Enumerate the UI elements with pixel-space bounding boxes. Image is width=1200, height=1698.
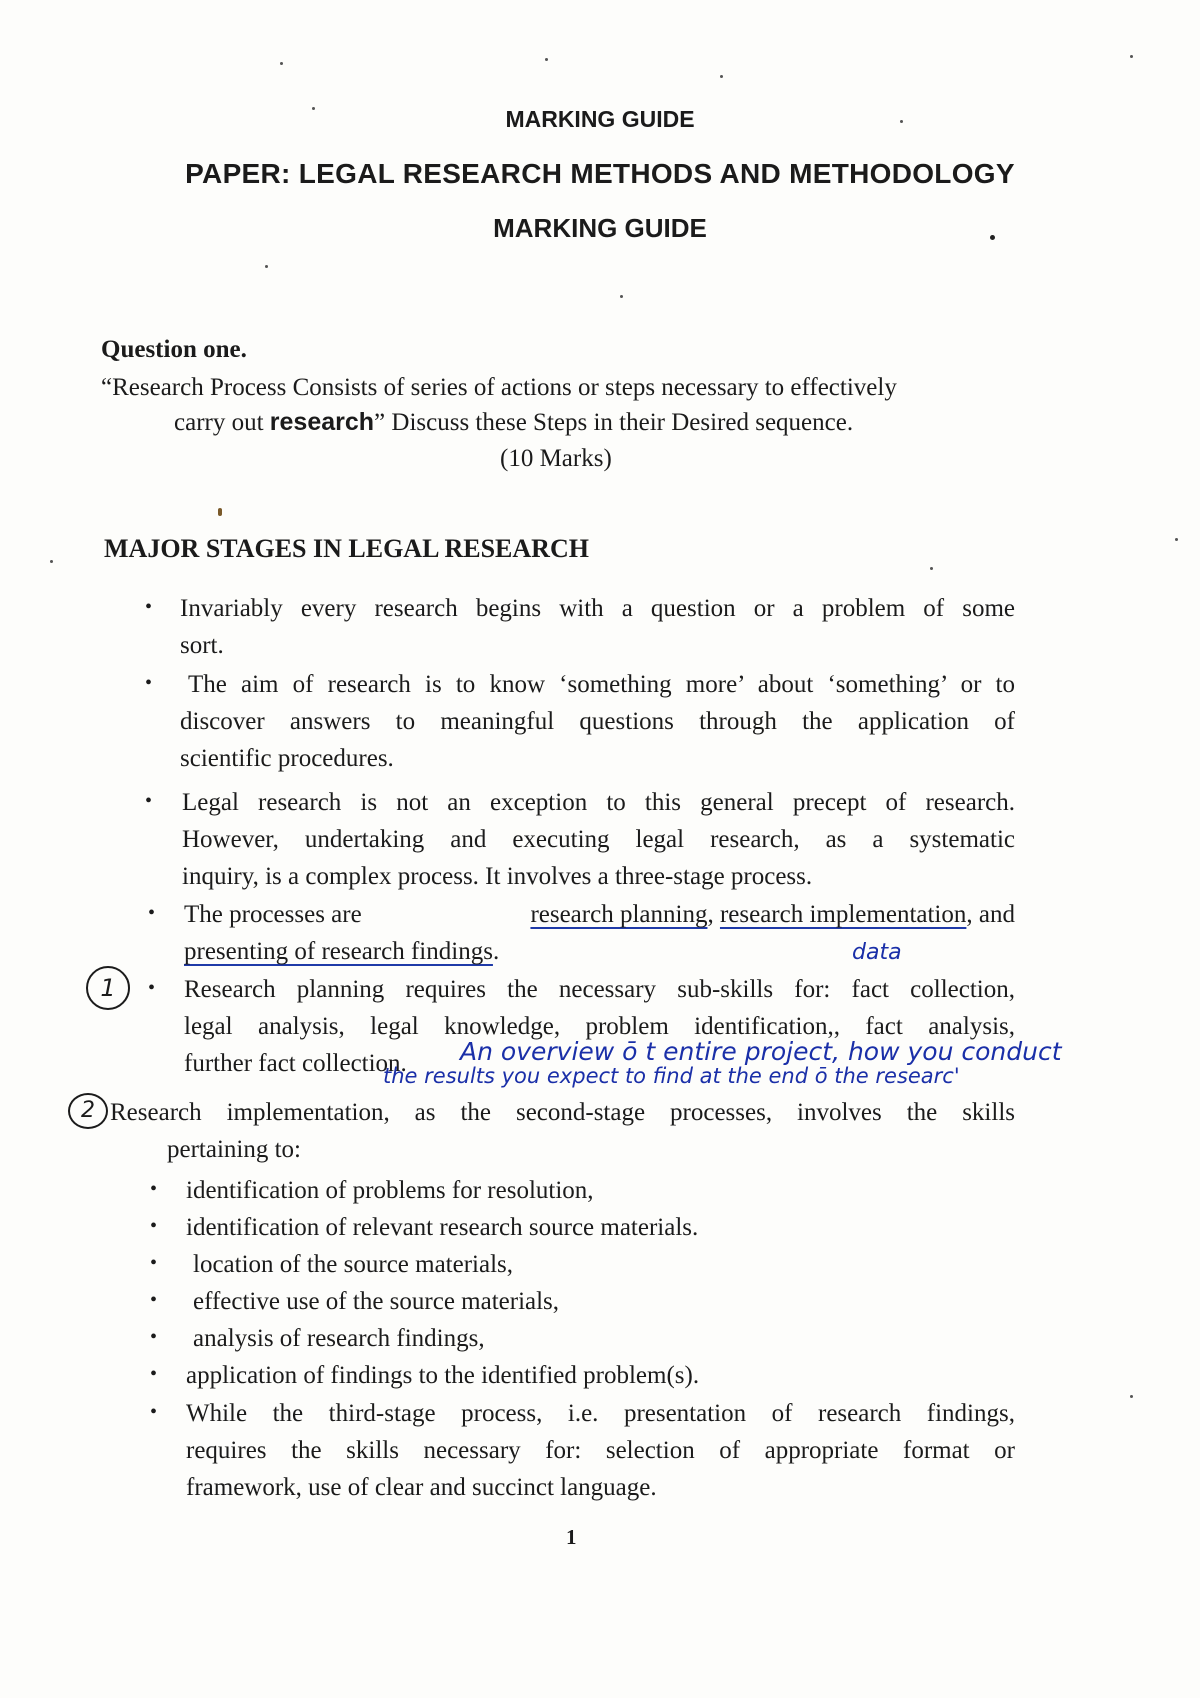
presenting-findings-underlined: presenting of research findings — [184, 938, 493, 965]
bullet-dot: • — [150, 1252, 158, 1274]
handwritten-overview-note: An overview ō t entire project, how you conduct — [460, 1037, 1062, 1066]
implementation-line2: pertaining to: — [167, 1136, 301, 1163]
bullet-3-line3: inquiry, is a complex process. It involves a three-stage process. — [182, 863, 813, 890]
implementation-line1: Research implementation, as the second-stage processes, involves the skills — [110, 1099, 1015, 1126]
circled-number-1: 1 — [86, 966, 130, 1010]
bullet-dot: • — [148, 902, 156, 924]
bullet-dot: • — [145, 672, 153, 694]
bullet-3-line2: However, undertaking and executing legal research, as a systematic — [182, 826, 1015, 853]
skill-item-5: analysis of research findings, — [193, 1325, 485, 1352]
section-heading: MAJOR STAGES IN LEGAL RESEARCH — [104, 534, 589, 563]
question-marks: (10 Marks) — [500, 445, 612, 472]
bullet-5-line3: further fact collection. — [184, 1050, 407, 1077]
bullet-1-line2: sort. — [180, 632, 224, 659]
bullet-4-text: , — [707, 901, 720, 928]
scan-speck — [720, 75, 723, 78]
skill-item-2: identification of relevant research source materials. — [186, 1214, 699, 1241]
scan-speck — [1130, 55, 1133, 58]
bullet-dot: • — [145, 596, 153, 618]
third-stage-line3: framework, use of clear and succinct language. — [186, 1474, 657, 1501]
research-planning-underlined: research planning — [530, 901, 708, 928]
bullet-4-text: . — [492, 938, 500, 965]
scan-speck — [1175, 538, 1178, 541]
bullet-4-text: , and — [966, 901, 1015, 928]
circled-number-2: 2 — [68, 1093, 108, 1129]
third-stage-line2: requires the skills necessary for: selection of appropriate format or — [186, 1437, 1015, 1464]
bullet-dot: • — [148, 977, 156, 999]
handwritten-results-note: the results you expect to find at the end ō the researc' — [383, 1064, 960, 1088]
question-prompt-line1: “Research Process Consists of series of actions or steps necessary to effectively — [101, 374, 897, 401]
header-title-sub: MARKING GUIDE — [493, 213, 707, 243]
bullet-dot: • — [150, 1363, 158, 1385]
bullet-dot: • — [150, 1178, 158, 1200]
bullet-4-line1 — [184, 896, 1015, 933]
bullet-5-line2: legal analysis, legal knowledge, problem identification,, fact analysis, — [184, 1013, 1015, 1040]
page-number: 1 — [566, 1525, 577, 1549]
bullet-4-text: The processes are — [184, 901, 362, 928]
bullet-1-line1: Invariably every research begins with a question or a problem of some — [180, 595, 1015, 622]
scan-speck — [218, 508, 222, 516]
bullet-2-line2: discover answers to meaningful questions through the application of — [180, 708, 1015, 735]
question-prompt-text: ” Discuss these Steps in their Desired sequence. — [374, 409, 854, 436]
scan-speck — [620, 295, 623, 298]
scan-speck — [545, 58, 548, 61]
bullet-dot: • — [145, 790, 153, 812]
skill-item-3: location of the source materials, — [193, 1251, 514, 1278]
bullet-dot: • — [150, 1401, 158, 1423]
research-implementation-underlined: research implementation — [719, 901, 967, 928]
bullet-5-line1: Research planning requires the necessary sub-skills for: fact collection, — [184, 976, 1015, 1003]
bullet-2-line1: The aim of research is to know ‘something more’ about ‘something’ or to — [188, 671, 1015, 698]
scan-speck — [265, 265, 268, 268]
bullet-dot: • — [150, 1289, 158, 1311]
bullet-dot: • — [150, 1326, 158, 1348]
handwritten-data-note: data — [852, 940, 902, 965]
scan-speck — [930, 567, 933, 570]
skill-item-4: effective use of the source materials, — [193, 1288, 560, 1315]
question-prompt-bold: research — [269, 408, 375, 436]
scan-speck — [50, 560, 53, 563]
paper-title: PAPER: LEGAL RESEARCH METHODS AND METHODOLOGY — [185, 158, 1015, 189]
bullet-dot: • — [150, 1215, 158, 1237]
third-stage-line1: While the third-stage process, i.e. presentation of research findings, — [186, 1400, 1015, 1427]
question-prompt-text: carry out — [174, 409, 270, 436]
header-title-top: MARKING GUIDE — [505, 106, 695, 132]
question-prompt-line2 — [174, 404, 853, 441]
skill-item-6: application of findings to the identified problem(s). — [186, 1362, 700, 1389]
bullet-4-line2 — [184, 933, 499, 970]
question-label: Question one. — [101, 336, 247, 363]
skill-item-1: identification of problems for resolution, — [186, 1177, 594, 1204]
bullet-2-line3: scientific procedures. — [180, 745, 394, 772]
bullet-3-line1: Legal research is not an exception to this general precept of research. — [182, 789, 1015, 816]
scan-speck — [1130, 1395, 1133, 1398]
scan-speck — [280, 62, 283, 65]
